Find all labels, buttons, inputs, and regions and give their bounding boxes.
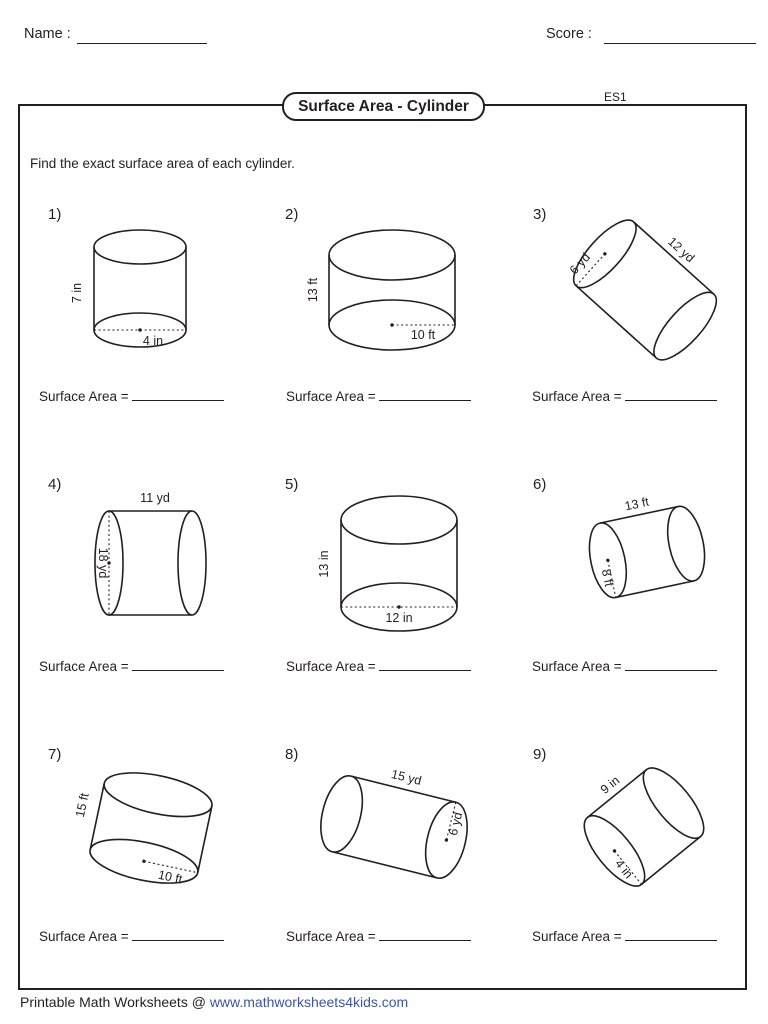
answer-blank[interactable] bbox=[132, 656, 224, 671]
answer-blank[interactable] bbox=[625, 926, 717, 941]
answer-blank[interactable] bbox=[379, 386, 471, 401]
answer-blank[interactable] bbox=[379, 926, 471, 941]
cylinder-figure bbox=[262, 752, 507, 922]
side-dimension-label: 9 in bbox=[597, 773, 623, 797]
face-dimension-label: 10 ft bbox=[156, 867, 184, 887]
answer-label: Surface Area = bbox=[39, 389, 129, 404]
cylinder-figure bbox=[15, 212, 260, 382]
problem-number: 7) bbox=[48, 746, 62, 763]
footer bbox=[20, 994, 408, 1010]
cylinder-figure bbox=[15, 752, 260, 922]
worksheet-code: ES1 bbox=[604, 90, 627, 104]
problem-1 bbox=[15, 190, 260, 430]
problem-2 bbox=[262, 190, 507, 430]
answer-blank[interactable] bbox=[625, 386, 717, 401]
side-dimension-label: 12 yd bbox=[665, 234, 698, 266]
answer-label: Surface Area = bbox=[39, 659, 129, 674]
side-dimension-label: 15 ft bbox=[72, 791, 92, 819]
answer-blank[interactable] bbox=[132, 386, 224, 401]
side-dimension-label: 11 yd bbox=[140, 491, 170, 505]
answer-label: Surface Area = bbox=[532, 929, 622, 944]
score-label: Score : bbox=[546, 26, 592, 42]
problem-number: 6) bbox=[533, 476, 547, 493]
cylinder-figure bbox=[508, 482, 753, 652]
problem-number: 2) bbox=[285, 206, 299, 223]
cylinder-figure bbox=[15, 482, 260, 652]
problem-6 bbox=[508, 460, 753, 700]
face-dimension-label: 10 ft bbox=[410, 328, 436, 342]
problem-7 bbox=[15, 730, 260, 970]
score-blank[interactable] bbox=[604, 28, 756, 44]
name-label: Name : bbox=[24, 26, 71, 42]
problem-number: 8) bbox=[285, 746, 299, 763]
face-dimension-label: 4 in bbox=[142, 334, 164, 348]
instruction: Find the exact surface area of each cylinder. bbox=[30, 156, 295, 171]
name-blank[interactable] bbox=[77, 28, 207, 44]
answer-blank[interactable] bbox=[379, 656, 471, 671]
side-dimension-label: 15 yd bbox=[389, 767, 423, 789]
face-dimension-label: 6 yd bbox=[445, 810, 466, 837]
face-dimension-label: 12 in bbox=[385, 611, 413, 625]
face-dimension-label: 6 yd bbox=[566, 250, 594, 278]
face-dimension-label: 18 yd bbox=[96, 547, 110, 579]
cylinder-figure bbox=[262, 212, 507, 382]
footer-link[interactable]: www.mathworksheets4kids.com bbox=[209, 994, 409, 1010]
cylinder-figure bbox=[508, 752, 753, 922]
problem-3 bbox=[508, 190, 753, 430]
problem-4 bbox=[15, 460, 260, 700]
page-title: Surface Area - Cylinder bbox=[282, 92, 485, 121]
footer-text: Printable Math Worksheets @ bbox=[20, 994, 210, 1010]
problem-number: 4) bbox=[48, 476, 62, 493]
problem-5 bbox=[262, 460, 507, 700]
problem-8 bbox=[262, 730, 507, 970]
answer-label: Surface Area = bbox=[39, 929, 129, 944]
face-dimension-label: 4 in bbox=[612, 856, 636, 882]
cylinder-figure bbox=[508, 212, 753, 382]
answer-label: Surface Area = bbox=[286, 929, 376, 944]
problem-number: 1) bbox=[48, 206, 62, 223]
answer-label: Surface Area = bbox=[532, 659, 622, 674]
answer-label: Surface Area = bbox=[532, 389, 622, 404]
problem-number: 9) bbox=[533, 746, 547, 763]
answer-label: Surface Area = bbox=[286, 659, 376, 674]
problem-9 bbox=[508, 730, 753, 970]
answer-label: Surface Area = bbox=[286, 389, 376, 404]
side-dimension-label: 13 ft bbox=[306, 277, 320, 303]
answer-blank[interactable] bbox=[625, 656, 717, 671]
side-dimension-label: 7 in bbox=[70, 282, 84, 304]
side-dimension-label: 13 ft bbox=[623, 494, 651, 514]
cylinder-figure bbox=[262, 482, 507, 652]
problem-number: 5) bbox=[285, 476, 299, 493]
answer-blank[interactable] bbox=[132, 926, 224, 941]
face-dimension-label: 8 ft bbox=[598, 567, 617, 588]
side-dimension-label: 13 in bbox=[317, 550, 331, 578]
problem-number: 3) bbox=[533, 206, 547, 223]
